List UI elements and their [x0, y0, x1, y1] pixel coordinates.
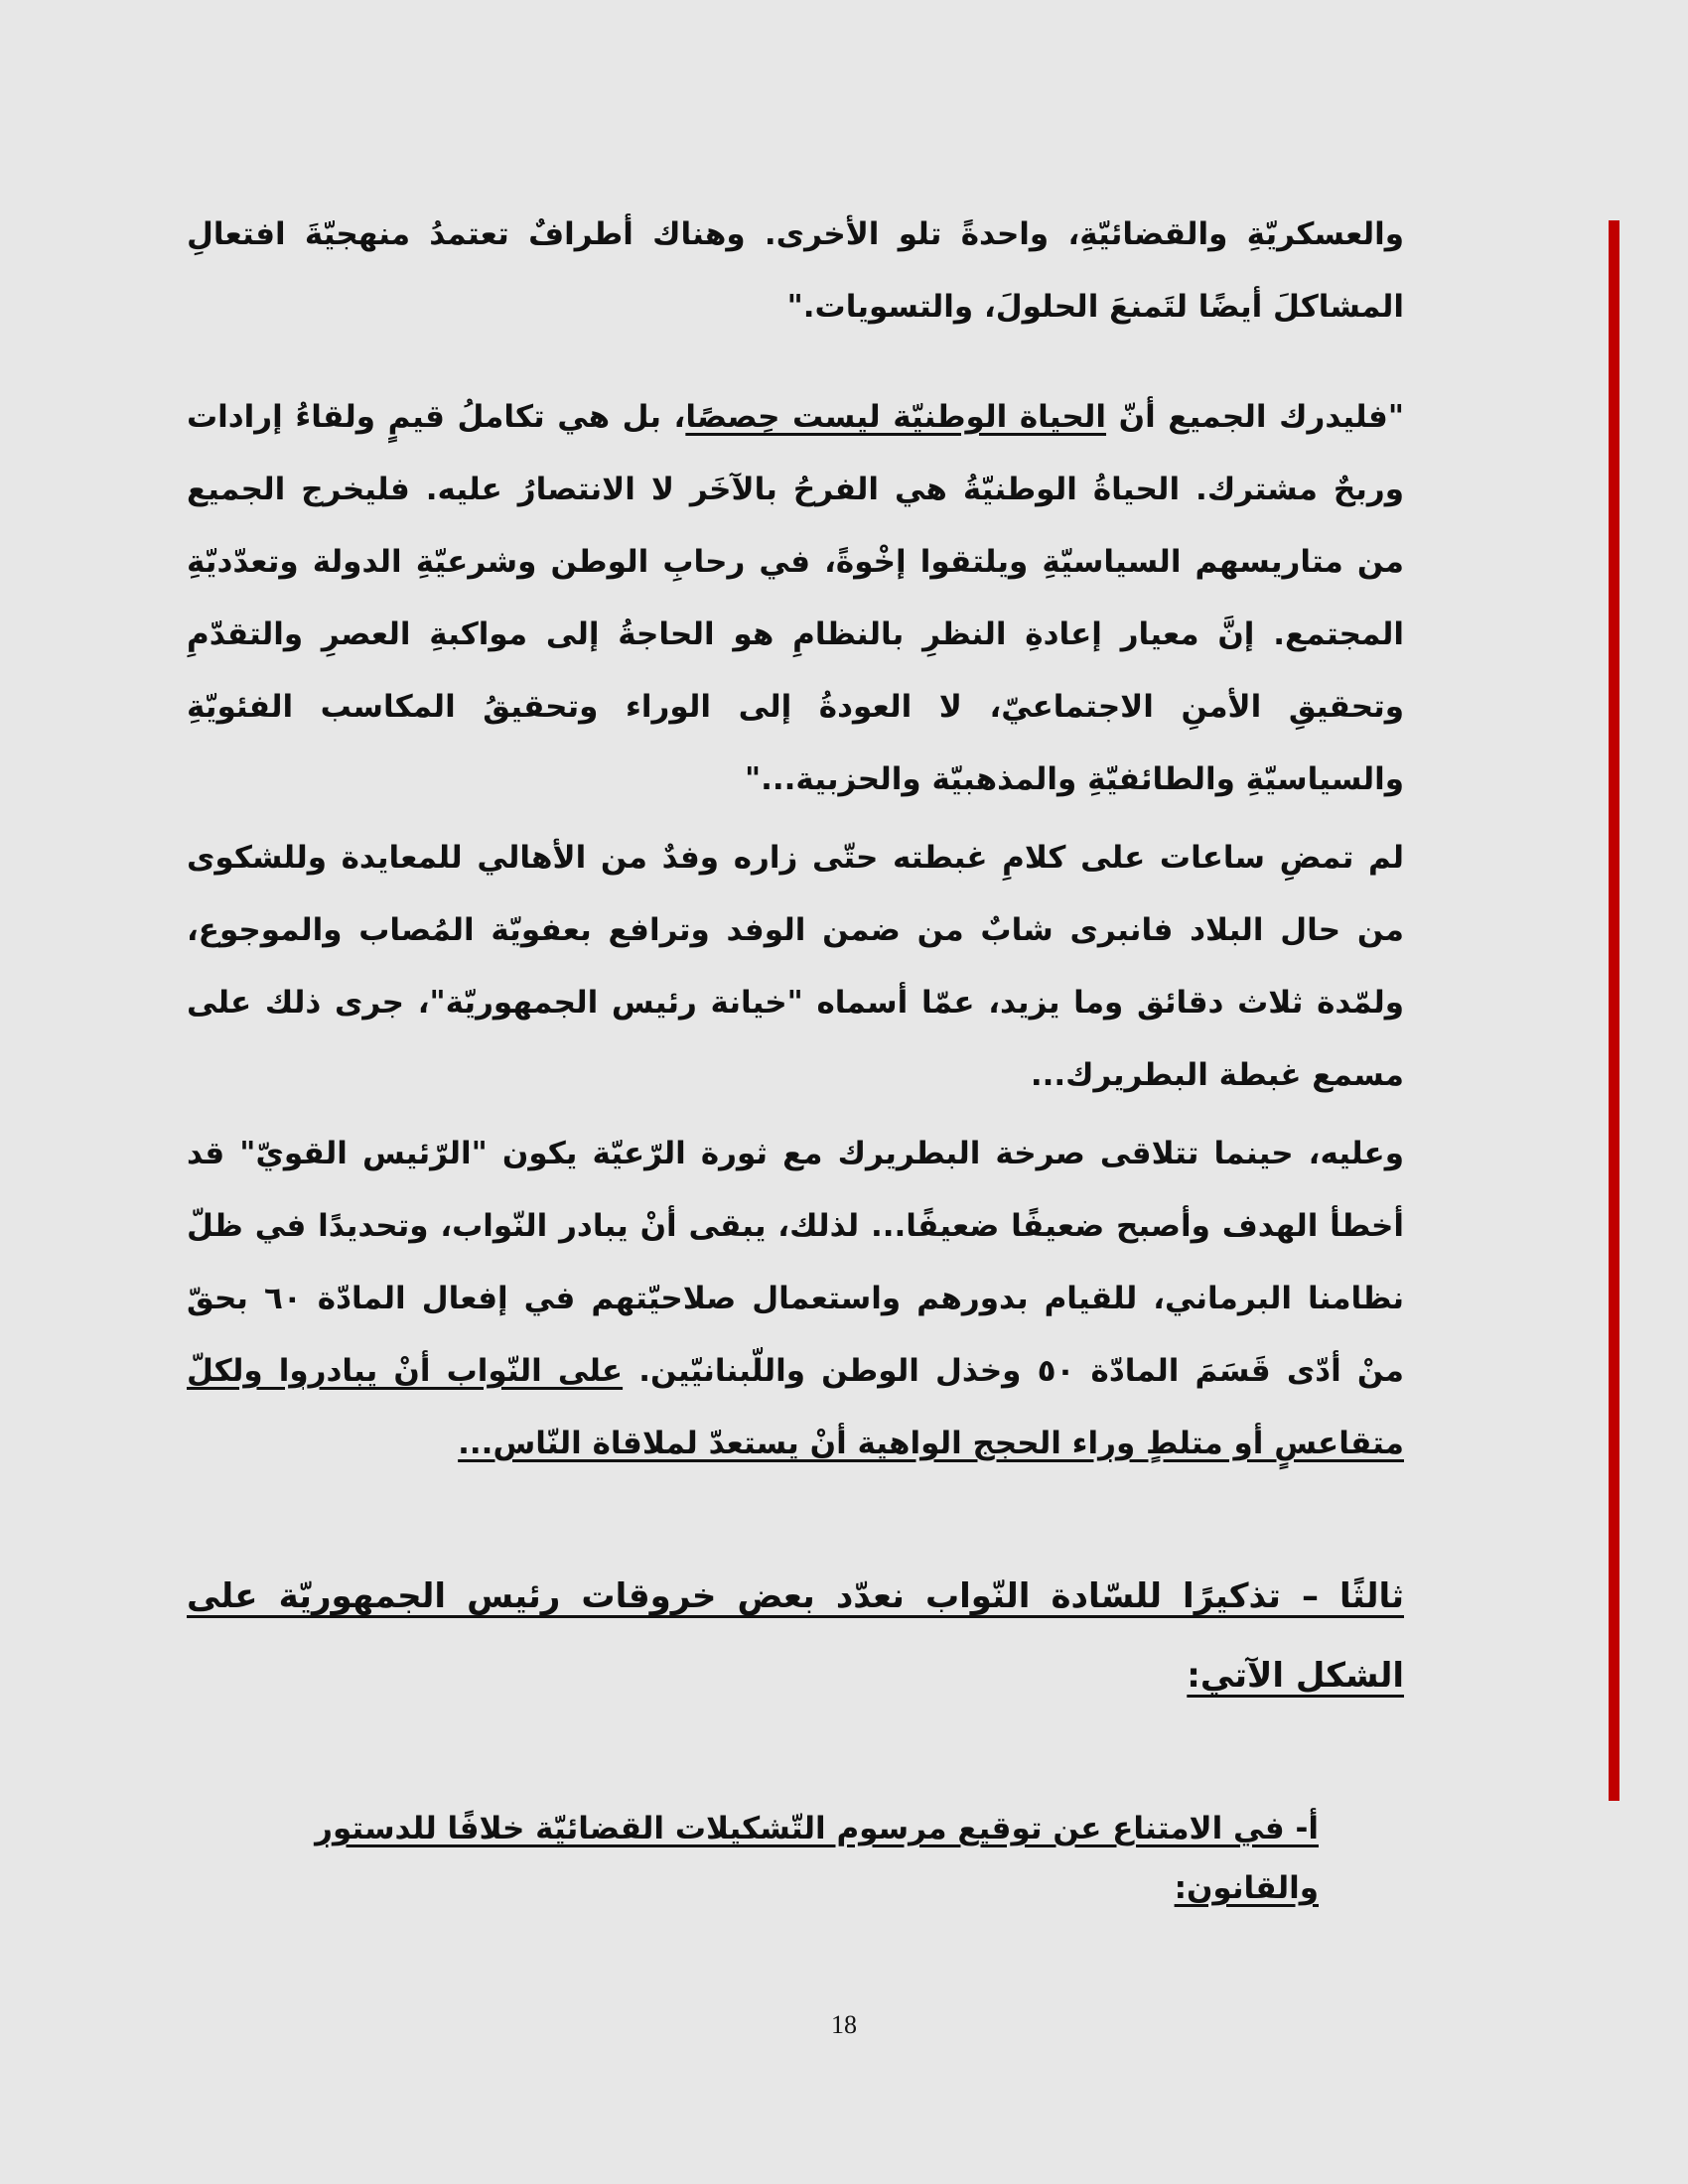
underlined-text: على النّواب أنْ يبادروا ولكلّ متقاعسٍ أو متلطٍ وراء الحجج الواهية أنْ يستعدّ لملاقاة النّاس... — [187, 1353, 1404, 1461]
paragraph-text: والعسكريّةِ والقضائيّةِ، واحدةً تلو الأخرى. وهناك أطرافٌ تعتمدُ منهجيّةَ افتعالِ المشاكلَ أيضًا لتَمنعَ الحلولَ، والتسويات." — [187, 216, 1404, 325]
paragraph-1 — [187, 199, 1404, 343]
paragraph-text: وعليه، حينما تتلاقى صرخة البطريرك مع ثورة الرّعيّة يكون "الرّئيس القويّ" قد أخطأ الهدف وأصبح ضعيفًا ضعيفًا... لذلك، يبقى أنْ يبادر النّواب، وتحديدًا في ظلّ نظامنا البرماني، للقيام بدورهم واستعمال صلاحيّتهم في إفعال المادّة ٦٠ بحقّ منْ أدّى قَسَمَ المادّة ٥٠ وخذل الوطن واللّبنانيّين. — [187, 1136, 1405, 1389]
list-item-a — [199, 1799, 1319, 1918]
paragraph-4 — [187, 1118, 1404, 1480]
list-item-a-text: أ- في الامتناع عن توقيع مرسوم التّشكيلات القضائيّة خلافًا للدستور والقانون: — [315, 1811, 1319, 1906]
margin-rule — [1609, 220, 1619, 1801]
paragraph-3 — [187, 822, 1404, 1112]
paragraph-text: لم تمضِ ساعات على كلامِ غبطته حتّى زاره وفدٌ من الأهالي للمعايدة وللشكوى من حال البلاد فانبرى شابٌ من ضمن الوفد وترافع بعفويّة المُصاب والموجوع، ولمّدة ثلاث دقائق وما يزيد، عمّا أسماه "خيانة رئيس الجمهوريّة"، جرى ذلك على مسمع غبطة البطريرك... — [187, 840, 1404, 1093]
paragraph-2 — [187, 381, 1404, 816]
section-heading-text: ثالثًا – تذكيرًا للسّادة النّواب نعدّد بعض خروقات رئيس الجمهوريّة على الشكل الآتي: — [187, 1576, 1404, 1696]
page-number: 18 — [831, 2010, 857, 2039]
paragraph-text: ، بل هي تكاملُ قيمٍ ولقاءُ إرادات وربحٌ مشترك. الحياةُ الوطنيّةُ هي الفرحُ بالآخَر لا الانتصارُ عليه. فليخرج الجميع من متاريسهم السياسيّةِ ويلتقوا إخْوةً، في رحابِ الوطن وشرعيّةِ الدولة وتعدّديّةِ المجتمع. إنَّ معيار إعادةِ النظرِ بالنظامِ هو الحاجةُ إلى مواكبةِ العصرِ والتقدّمِ وتحقيقِ الأمنِ الاجتماعيّ، لا العودةُ إلى الوراء وتحقيقُ المكاسب الفئويّةِ والسياسيّةِ والطائفيّةِ والمذهبيّة والحزبية..." — [187, 399, 1404, 797]
section-heading — [187, 1557, 1404, 1715]
paragraph-text: "فليدرك الجميع أنّ — [1106, 399, 1404, 435]
underlined-text: الحياة الوطنيّة ليست حِصصًا — [685, 399, 1107, 435]
